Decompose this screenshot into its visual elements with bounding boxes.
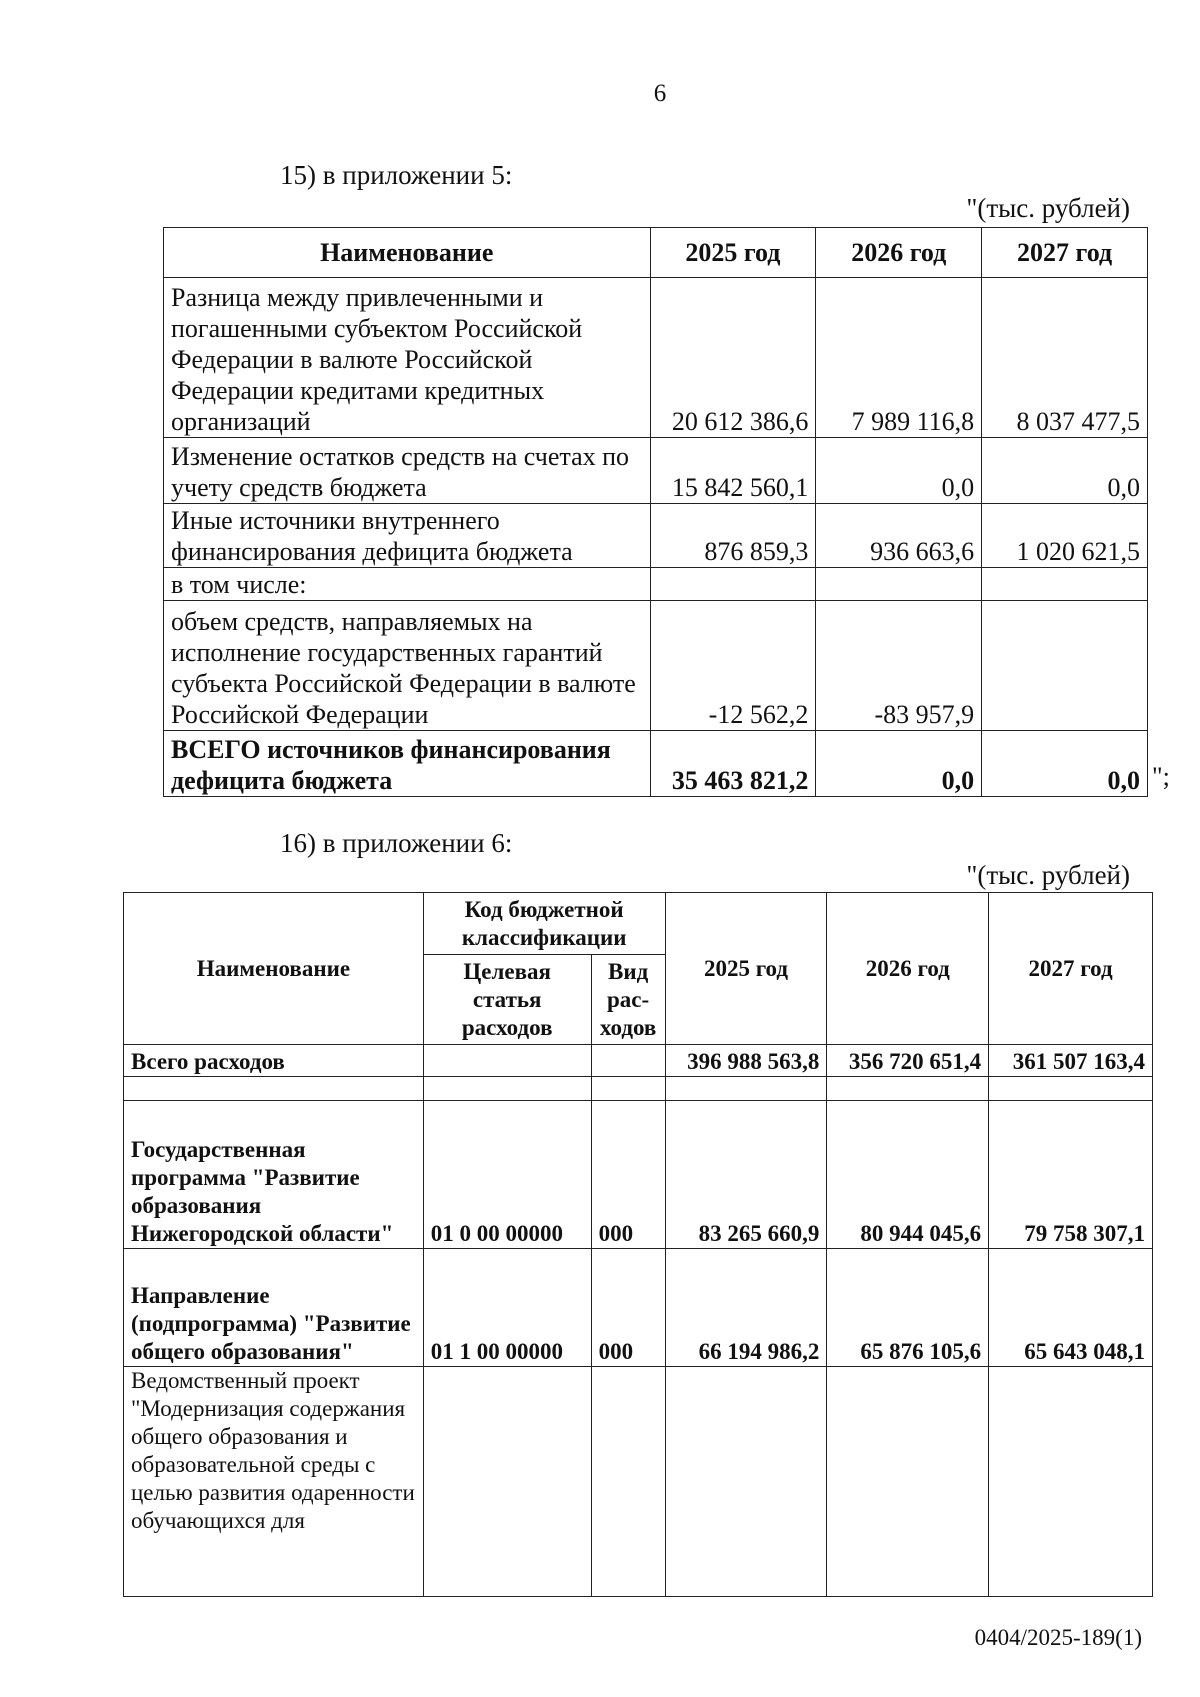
col-header-2026: 2026 год	[827, 893, 989, 1045]
col-header-name: Наименование	[164, 228, 651, 278]
total-row	[164, 731, 1148, 797]
row-name: в том числе:	[164, 568, 651, 601]
closing-quote-mark: ";	[1152, 762, 1170, 791]
row-name	[124, 1077, 424, 1101]
expense-type	[591, 1077, 665, 1101]
sources-table	[163, 227, 1148, 797]
col-header-target-article: Целевая статья расходов	[423, 955, 591, 1045]
table-row	[164, 504, 1148, 568]
value-2027	[989, 1367, 1153, 1597]
col-header-expense-type: Вид рас-ходов	[591, 955, 665, 1045]
col-header-2025: 2025 год	[665, 893, 827, 1045]
table-row	[164, 278, 1148, 438]
col-header-name: Наименование	[124, 893, 424, 1045]
total-row	[124, 1045, 1153, 1077]
value-2025: 83 265 660,9	[665, 1101, 827, 1249]
table-row	[124, 1077, 1153, 1101]
row-name: Всего расходов	[124, 1045, 424, 1077]
value-2025	[650, 568, 816, 601]
document-code: 0404/2025-189(1)	[974, 1625, 1142, 1650]
row-name: Изменение остатков средств на счетах по учету средств бюджета	[164, 438, 651, 504]
value-2025: 15 842 560,1	[650, 438, 816, 504]
value-2025: 876 859,3	[650, 504, 816, 568]
value-2025	[665, 1367, 827, 1597]
expense-type: 000	[591, 1249, 665, 1367]
table-row	[164, 568, 1148, 601]
col-header-2027: 2027 год	[982, 228, 1148, 278]
expenses-table	[123, 892, 1153, 1597]
value-2026: 65 876 105,6	[827, 1249, 989, 1367]
row-name: Иные источники внутреннего финансирования дефицита бюджета	[164, 504, 651, 568]
col-header-code-group: Код бюджетной классификации	[423, 893, 665, 955]
target-code	[423, 1077, 591, 1101]
value-2025: 35 463 821,2	[650, 731, 816, 797]
value-2027	[982, 568, 1148, 601]
expense-type	[591, 1045, 665, 1077]
value-2026: 936 663,6	[816, 504, 982, 568]
target-code: 01 0 00 00000	[423, 1101, 591, 1249]
table-row	[164, 438, 1148, 504]
value-2027	[989, 1077, 1153, 1101]
value-2027: 8 037 477,5	[982, 278, 1148, 438]
col-header-2027: 2027 год	[989, 893, 1153, 1045]
section-15-heading: 15) в приложении 5:	[280, 160, 513, 190]
row-name: Государственная программа "Развитие образования Нижегородской области"	[124, 1101, 424, 1249]
table-header-row	[124, 893, 1153, 955]
value-2025	[665, 1077, 827, 1101]
row-name: ВСЕГО источников финансирования дефицита бюджета	[164, 731, 651, 797]
row-name: Направление (подпрограмма) "Развитие общего образования"	[124, 1249, 424, 1367]
target-code: 01 1 00 00000	[423, 1249, 591, 1367]
value-2026: 7 989 116,8	[816, 278, 982, 438]
expense-type: 000	[591, 1101, 665, 1249]
page-number: 6	[653, 80, 667, 107]
table-row	[124, 1101, 1153, 1249]
value-2027: 361 507 163,4	[989, 1045, 1153, 1077]
table-row	[124, 1367, 1153, 1597]
value-2025: 396 988 563,8	[665, 1045, 827, 1077]
value-2025: 66 194 986,2	[665, 1249, 827, 1367]
value-2027: 1 020 621,5	[982, 504, 1148, 568]
value-2027: 65 643 048,1	[989, 1249, 1153, 1367]
row-name: Разница между привлеченными и погашенными субъектом Российской Федерации в валюте Российской Федерации кредитами кредитных организаций	[164, 278, 651, 438]
row-name: объем средств, направляемых на исполнение государственных гарантий субъекта Российской Федерации в валюте Российской Федерации	[164, 601, 651, 731]
target-code	[423, 1367, 591, 1597]
table-header-row	[164, 228, 1148, 278]
table-row	[124, 1249, 1153, 1367]
row-name: Ведомственный проект "Модернизация содержания общего образования и образовательной среды с целью развития одаренности обучающихся для	[124, 1367, 424, 1597]
section-15-unit: "(тыс. рублей)	[966, 193, 1130, 223]
value-2026	[827, 1077, 989, 1101]
value-2026: -83 957,9	[816, 601, 982, 731]
value-2025: 20 612 386,6	[650, 278, 816, 438]
col-header-2025: 2025 год	[650, 228, 816, 278]
value-2026: 80 944 045,6	[827, 1101, 989, 1249]
col-header-2026: 2026 год	[816, 228, 982, 278]
value-2027: 0,0	[982, 438, 1148, 504]
value-2027: 0,0	[982, 731, 1148, 797]
value-2026	[827, 1367, 989, 1597]
value-2026: 356 720 651,4	[827, 1045, 989, 1077]
value-2027	[982, 601, 1148, 731]
value-2025: -12 562,2	[650, 601, 816, 731]
expense-type	[591, 1367, 665, 1597]
value-2027: 79 758 307,1	[989, 1101, 1153, 1249]
target-code	[423, 1045, 591, 1077]
value-2026: 0,0	[816, 438, 982, 504]
table-row	[164, 601, 1148, 731]
value-2026	[816, 568, 982, 601]
value-2026: 0,0	[816, 731, 982, 797]
section-16-heading: 16) в приложении 6:	[280, 828, 513, 858]
section-16-unit: "(тыс. рублей)	[966, 860, 1130, 890]
